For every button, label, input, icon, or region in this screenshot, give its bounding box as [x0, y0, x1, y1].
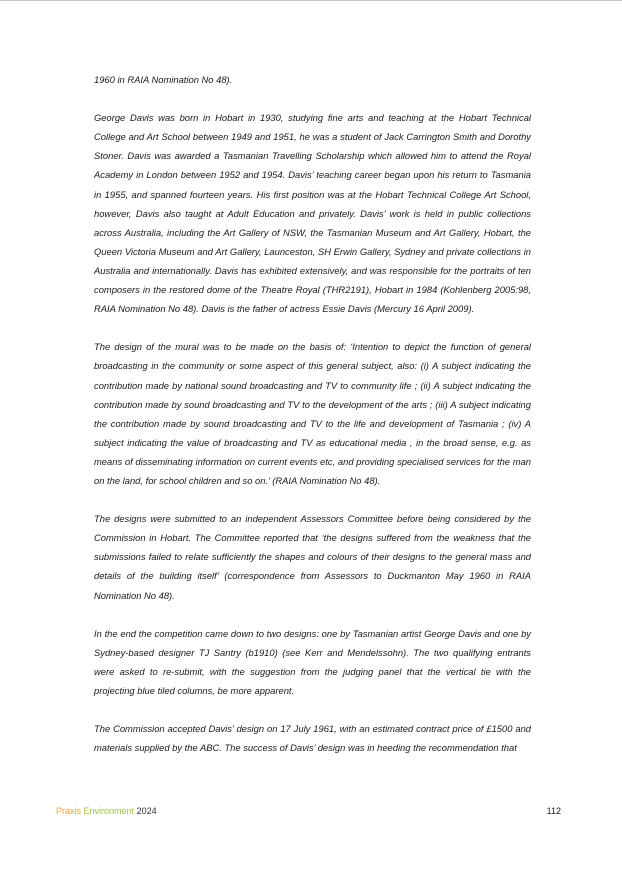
paragraph-2: George Davis was born in Hobart in 1930, studying fine arts and teaching at the Hobart Technical College and Art School between 1949 and 1951, he was a student of Jack Carrington Smith and Dorothy Stoner. Davis was awarded a Tasmanian Travelling Scholarship which allowed him to attend the Royal Academy in London between 1952 and 1954. Davis’ teaching career began upon his return to Tasmania in 1955, and spanned fourteen years. His first position was at the Hobart Technical College Art School, however, Davis also taught at Adult Education and privately. Davis’ work is held in public collections across Australia, including the Art Gallery of NSW, the Tasmanian Museum and Art Gallery, Hobart, the Queen Victoria Museum and Art Gallery, Launceston, SH Erwin Gallery, Sydney and private collections in Australia and internationally. Davis has exhibited extensively, and was responsible for the portraits of ten composers in the restored dome of the Theatre Royal (THR2191), Hobart in 1984 (Kohlenberg 2005:98, RAIA Nomination No 48). Davis is the father of actress Essie Davis (Mercury 16 April 2009).	[94, 112, 531, 315]
page-number: 112	[546, 806, 561, 816]
paragraph-4: The designs were submitted to an independent Assessors Committee before being considered by the Commission in Hobart. The Committee reported that ‘the designs suffered from the weakness that the submissions failed to relate sufficiently the shapes and colours of their designs to the general mass and details of the building itself’ (correspondence from Assessors to Duckmanton May 1960 in RAIA Nomination No 48).	[94, 513, 531, 601]
paragraph-3: The design of the mural was to be made on the basis of: ‘Intention to depict the function of general broadcasting in the community or some aspect of this general subject, also: (i) A subject indicating the contribution made by national sound broadcasting and TV to community life ; (ii) A subject indicating the contribution made by sound broadcasting and TV to the development of the arts ; (iii) A subject indicating the contribution made by sound broadcasting and TV to the life and development of Tasmania ; (iv) A subject indicating the value of broadcasting and TV as educational media , in the broad sense, e.g. as means of disseminating information on current events etc, and providing specialised services for the man on the land, for school children and so on.’ (RAIA Nomination No 48).	[94, 341, 531, 486]
document-body	[94, 70, 531, 776]
top-border-line	[0, 0, 622, 1]
footer-brand-environment: Environment	[83, 806, 135, 816]
paragraph-1: 1960 in RAIA Nomination No 48).	[94, 74, 233, 85]
footer-brand-praxis: Praxis	[56, 806, 82, 816]
footer-year: 2024	[136, 806, 157, 816]
paragraph-5: In the end the competition came down to two designs: one by Tasmanian artist George Davis and one by Sydney-based designer TJ Santry (b1910) (see Kerr and Mendelssohn). The two qualifying entrants were asked to re-submit, with the suggestion from the judging panel that the vertical tie with the projecting blue tiled columns, be more apparent.	[94, 627, 531, 696]
paragraph-6: The Commission accepted Davis’ design on 17 July 1961, with an estimated contract price of £1500 and materials supplied by the ABC. The success of Davis’ design was in heeding the recommendation that	[94, 723, 531, 754]
page-footer	[56, 806, 561, 816]
